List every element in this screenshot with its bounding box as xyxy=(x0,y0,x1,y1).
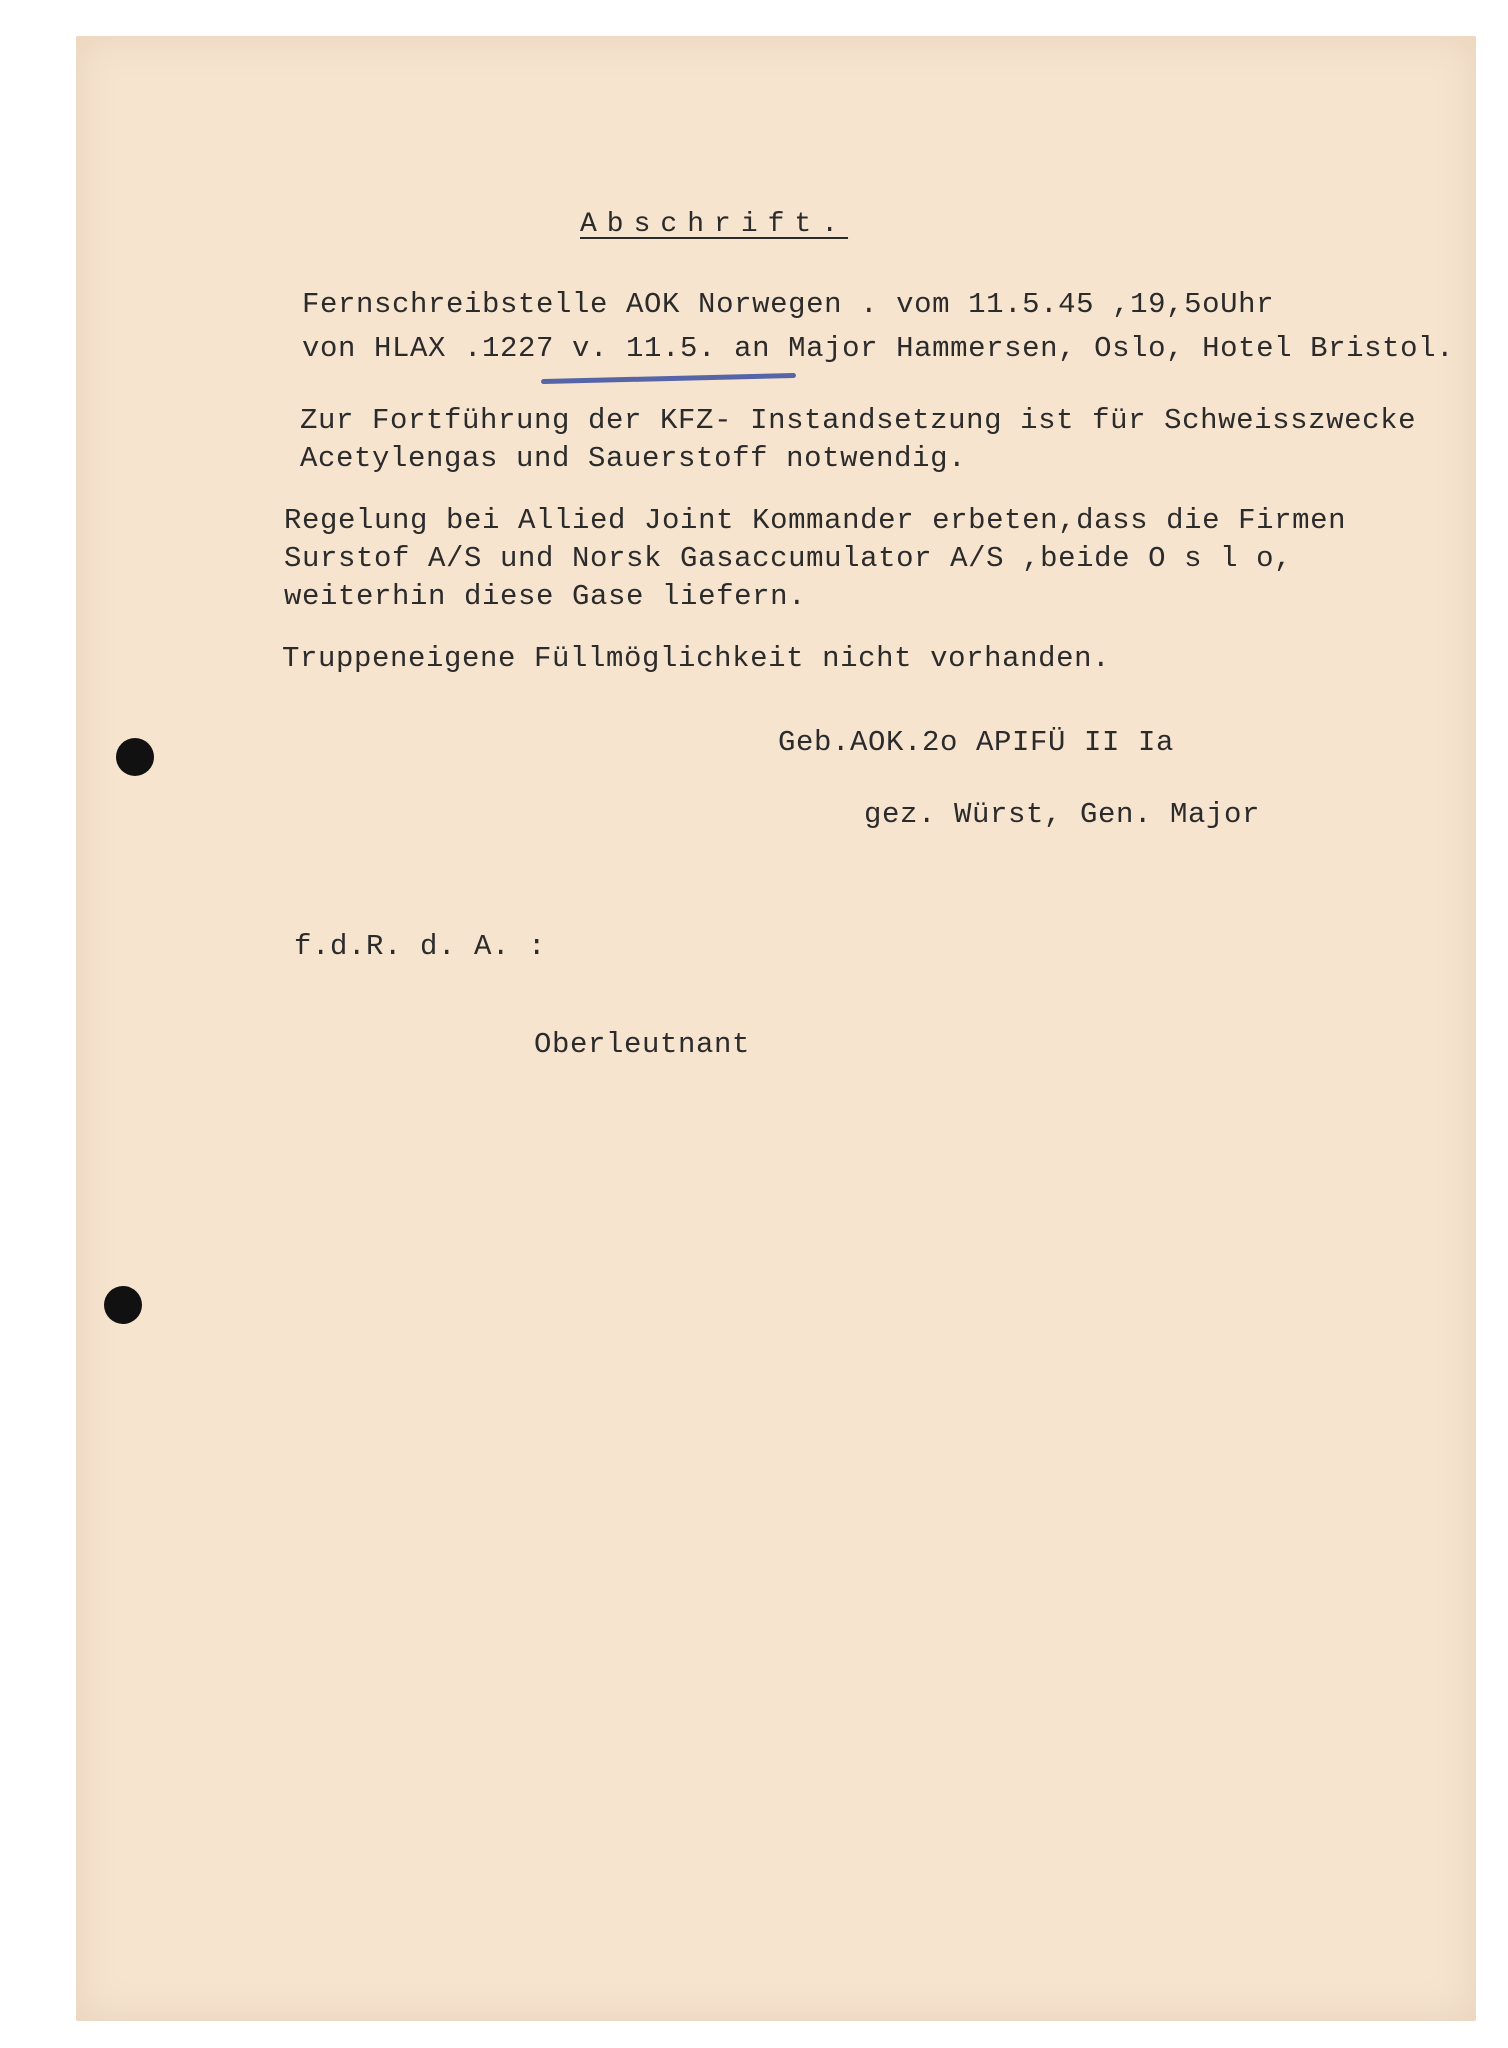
certification-line: f.d.R. d. A. : xyxy=(294,930,547,963)
header-line-2: von HLAX .1227 v. 11.5. an Major Hammersen, Oslo, Hotel Bristol. xyxy=(302,332,1455,365)
rank-line: Oberleutnant xyxy=(534,1028,751,1061)
signature-line: gez. Würst, Gen. Major xyxy=(864,798,1261,831)
paragraph-1-line-1: Zur Fortführung der KFZ- Instandsetzung ist für Schweisszwecke xyxy=(300,404,1417,437)
paragraph-2-line-2: Surstof A/S und Norsk Gasaccumulator A/S ,beide O s l o, xyxy=(284,542,1293,575)
document-page xyxy=(76,36,1476,2021)
paragraph-3: Truppeneigene Füllmöglichkeit nicht vorhanden. xyxy=(282,642,1111,675)
punch-hole-bottom xyxy=(104,1286,142,1324)
header-line-1: Fernschreibstelle AOK Norwegen . vom 11.5.45 ,19,5oUhr xyxy=(302,288,1275,321)
paragraph-2-line-3: weiterhin diese Gase liefern. xyxy=(284,580,807,613)
paragraph-1-line-2: Acetylengas und Sauerstoff notwendig. xyxy=(300,442,967,475)
sender-line: Geb.AOK.2o APIFÜ II Ia xyxy=(778,726,1175,759)
document-title: Abschrift. xyxy=(580,209,849,240)
paragraph-2-line-1: Regelung bei Allied Joint Kommander erbeten,dass die Firmen xyxy=(284,504,1347,537)
punch-hole-top xyxy=(116,738,154,776)
pen-underline-mark xyxy=(541,373,796,384)
